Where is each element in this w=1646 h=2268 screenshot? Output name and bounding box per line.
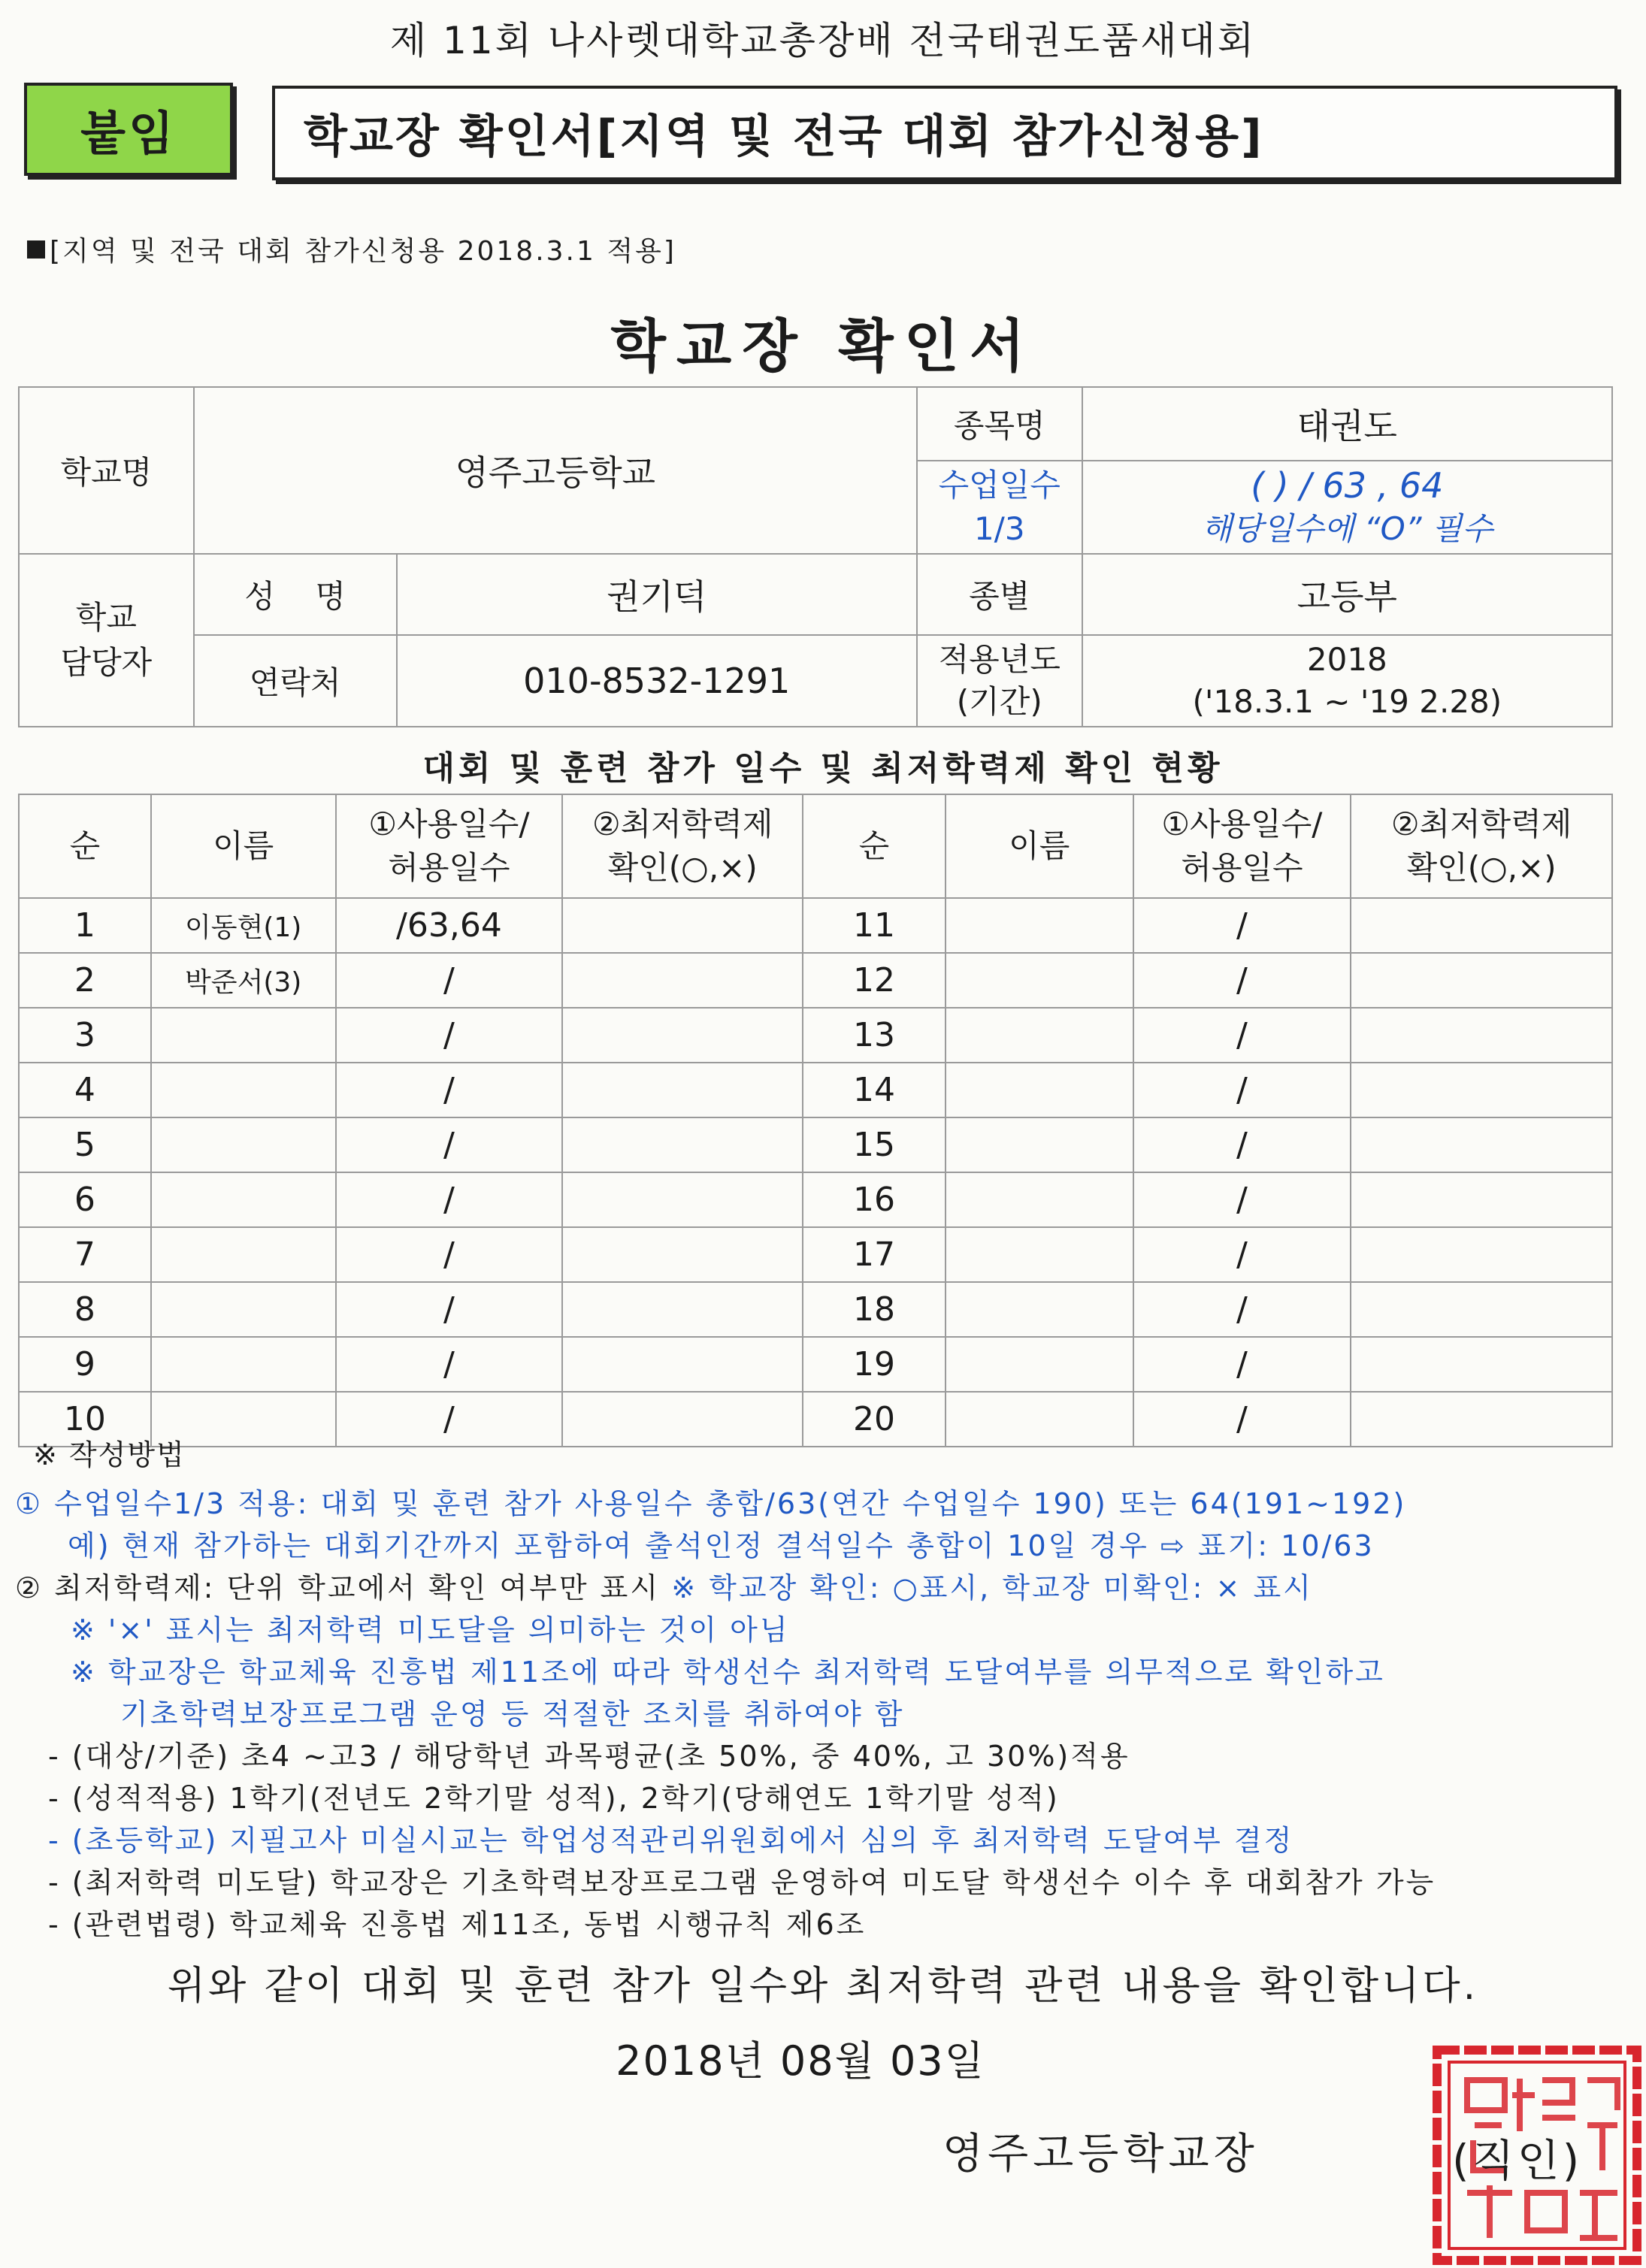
contact-value: 010-8532-1291 xyxy=(397,635,917,727)
row-name-right xyxy=(946,1282,1133,1337)
row-min xyxy=(562,953,803,1008)
name-label: 성 명 xyxy=(194,554,397,635)
class-days-label-line2: 1/3 xyxy=(973,510,1025,547)
event-title: 제 11회 나사렛대학교총장배 전국태권도품새대회 xyxy=(389,19,1257,62)
row-min xyxy=(562,898,803,953)
class-days-value xyxy=(1082,461,1612,554)
row-name xyxy=(151,1172,336,1227)
division-label: 종별 xyxy=(917,554,1082,635)
seal-label: (직인) xyxy=(1452,2135,1583,2186)
year-label xyxy=(917,635,1082,727)
row-days-right: / xyxy=(1133,953,1351,1008)
row-days: /63,64 xyxy=(336,898,563,953)
confirmation-statement: 위와 같이 대회 및 훈련 참가 일수와 최저학력 관련 내용을 확인합니다. xyxy=(167,1964,1479,2009)
table-row xyxy=(19,1063,1612,1117)
row-name-right xyxy=(946,1117,1133,1172)
row-no: 6 xyxy=(19,1172,151,1227)
row-no-right: 11 xyxy=(803,898,946,953)
table-row xyxy=(19,1337,1612,1392)
school-value: 영주고등학교 xyxy=(194,387,917,554)
row-days-right: / xyxy=(1133,1008,1351,1063)
row-no-right: 16 xyxy=(803,1172,946,1227)
row-days-right: / xyxy=(1133,1337,1351,1392)
row-days: / xyxy=(336,1392,563,1447)
year-value xyxy=(1082,635,1612,727)
row-min xyxy=(562,1337,803,1392)
header-no: 순 xyxy=(19,794,151,898)
row-min xyxy=(562,1282,803,1337)
class-days-label xyxy=(917,461,1082,554)
section-title: 대회 및 훈련 참가 일수 및 최저학력제 확인 현황 xyxy=(422,749,1224,788)
method-line-3-text: ② 최저학력제: 단위 학교에서 확인 여부만 표시 xyxy=(15,1571,661,1604)
header-days-line1: ①사용일수/ xyxy=(368,806,530,842)
method-line-4: ※ '×' 표시는 최저학력 미도달을 의미하는 것이 아님 xyxy=(71,1613,790,1647)
table-row xyxy=(19,1392,1612,1447)
manager-label xyxy=(19,554,194,727)
table-row xyxy=(19,1282,1612,1337)
method-line-8: - (성적적용) 1학기(전년도 2학기말 성적), 2학기(당해연도 1학기말 성적) xyxy=(48,1782,1060,1815)
row-name xyxy=(151,1008,336,1063)
header-min-right-line2: 확인(○,×) xyxy=(1406,849,1557,886)
row-days-right: / xyxy=(1133,1282,1351,1337)
manager-label-line1: 학교 xyxy=(75,599,137,636)
row-days-right: / xyxy=(1133,1392,1351,1447)
row-name-right xyxy=(946,1008,1133,1063)
row-name xyxy=(151,1063,336,1117)
header-min-line2: 확인(○,×) xyxy=(607,849,758,886)
row-no: 10 xyxy=(19,1392,151,1447)
row-name: 이동현(1) xyxy=(151,898,336,953)
header-no-right: 순 xyxy=(803,794,946,898)
issue-date: 2018년 08월 03일 xyxy=(616,2037,985,2085)
row-name-right xyxy=(946,1063,1133,1117)
row-days-right: / xyxy=(1133,1227,1351,1282)
row-min-right xyxy=(1351,1392,1612,1447)
row-no-right: 12 xyxy=(803,953,946,1008)
row-no-right: 19 xyxy=(803,1337,946,1392)
header-days-right xyxy=(1133,794,1351,898)
row-days-right: / xyxy=(1133,1063,1351,1117)
method-line-1: ① 수업일수1/3 적용: 대회 및 훈련 참가 사용일수 총합/63(연간 수업일수 190) 또는 64(191~192) xyxy=(15,1487,1407,1520)
row-name xyxy=(151,1227,336,1282)
row-days: / xyxy=(336,1337,563,1392)
header-name-right: 이름 xyxy=(946,794,1133,898)
row-no-right: 14 xyxy=(803,1063,946,1117)
header-min-right-line1: ②최저학력제 xyxy=(1390,806,1572,842)
participation-table xyxy=(18,794,1613,1447)
header-days xyxy=(336,794,563,898)
row-no: 9 xyxy=(19,1337,151,1392)
square-bullet-icon xyxy=(27,240,45,259)
row-no-right: 17 xyxy=(803,1227,946,1282)
method-line-2: 예) 현재 참가하는 대회기간까지 포함하여 출석인정 결석일수 총합이 10일 경우 ⇨ 표기: 10/63 xyxy=(68,1529,1375,1562)
contact-label: 연락처 xyxy=(194,635,397,727)
year-label-line1: 적용년도 xyxy=(938,641,1061,678)
row-name-right xyxy=(946,898,1133,953)
method-line-3 xyxy=(15,1565,1313,1606)
method-line-10: - (최저학력 미도달) 학교장은 기초학력보장프로그램 운영하여 미도달 학생선수 이수 후 대회참가 가능 xyxy=(48,1866,1436,1899)
method-title: ※ 작성방법 xyxy=(33,1438,186,1471)
row-min-right xyxy=(1351,1227,1612,1282)
principal-name: 영주고등학교장 xyxy=(943,2130,1259,2179)
row-no: 4 xyxy=(19,1063,151,1117)
year-label-line2: (기간) xyxy=(956,683,1042,720)
row-no: 1 xyxy=(19,898,151,953)
row-days-right: / xyxy=(1133,1117,1351,1172)
row-no: 7 xyxy=(19,1227,151,1282)
class-days-label-line1: 수업일수 xyxy=(938,467,1061,503)
row-no: 8 xyxy=(19,1282,151,1337)
header-days-line2: 허용일수 xyxy=(388,849,510,886)
year-value-line2: ('18.3.1 ~ '19 2.28) xyxy=(1192,683,1502,720)
document-title: 학교장 확인서 xyxy=(610,313,1036,380)
row-days: / xyxy=(336,953,563,1008)
sport-label: 종목명 xyxy=(917,387,1082,461)
method-line-3-blue: ※ 학교장 확인: ○표시, 학교장 미확인: × 표시 xyxy=(671,1571,1313,1604)
row-name xyxy=(151,1282,336,1337)
row-name-right xyxy=(946,1172,1133,1227)
row-no: 5 xyxy=(19,1117,151,1172)
table-row xyxy=(19,1117,1612,1172)
row-days: / xyxy=(336,1008,563,1063)
row-min-right xyxy=(1351,953,1612,1008)
row-name xyxy=(151,1337,336,1392)
division-value: 고등부 xyxy=(1082,554,1612,635)
row-name-right xyxy=(946,1337,1133,1392)
applied-note xyxy=(27,230,676,268)
method-line-5: ※ 학교장은 학교체육 진흥법 제11조에 따라 학생선수 최저학력 도달여부를 의무적으로 확인하고 xyxy=(71,1656,1385,1689)
school-label: 학교명 xyxy=(19,387,194,554)
row-no-right: 15 xyxy=(803,1117,946,1172)
row-min-right xyxy=(1351,1282,1612,1337)
row-days: / xyxy=(336,1282,563,1337)
header-days-right-line2: 허용일수 xyxy=(1181,849,1303,886)
table-row xyxy=(19,898,1612,953)
name-value: 권기덕 xyxy=(397,554,917,635)
row-no-right: 13 xyxy=(803,1008,946,1063)
class-days-value-line1: ( ) / 63 , 64 xyxy=(1251,465,1444,506)
row-days: / xyxy=(336,1063,563,1117)
row-min xyxy=(562,1008,803,1063)
attachment-badge: 붙임 xyxy=(24,83,233,176)
row-min-right xyxy=(1351,898,1612,953)
row-name: 박준서(3) xyxy=(151,953,336,1008)
class-days-value-line2: 해당일수에 “O” 필수 xyxy=(1201,510,1493,547)
row-min-right xyxy=(1351,1172,1612,1227)
header-min-academic xyxy=(562,794,803,898)
row-no: 2 xyxy=(19,953,151,1008)
table-row xyxy=(19,1227,1612,1282)
method-line-7: - (대상/기준) 초4 ~고3 / 해당학년 과목평균(초 50%, 중 40%, 고 30%)적용 xyxy=(48,1740,1130,1773)
row-days: / xyxy=(336,1172,563,1227)
row-min xyxy=(562,1172,803,1227)
table-header-row xyxy=(19,794,1612,898)
row-min xyxy=(562,1392,803,1447)
row-no-right: 18 xyxy=(803,1282,946,1337)
header-days-right-line1: ①사용일수/ xyxy=(1161,806,1323,842)
row-no: 3 xyxy=(19,1008,151,1063)
year-value-line1: 2018 xyxy=(1306,641,1387,678)
method-line-9: - (초등학교) 지필고사 미실시교는 학업성적관리위원회에서 심의 후 최저학력 도달여부 결정 xyxy=(48,1824,1294,1857)
row-name-right xyxy=(946,1392,1133,1447)
sport-value: 태권도 xyxy=(1082,387,1612,461)
row-days: / xyxy=(336,1227,563,1282)
method-line-11: - (관련법령) 학교체육 진흥법 제11조, 동법 시행규칙 제6조 xyxy=(48,1908,867,1941)
applied-note-text: [지역 및 전국 대회 참가신청용 2018.3.1 적용] xyxy=(50,236,676,267)
row-min-right xyxy=(1351,1008,1612,1063)
row-days-right: / xyxy=(1133,898,1351,953)
row-name-right xyxy=(946,1227,1133,1282)
info-table xyxy=(18,386,1613,727)
row-min-right xyxy=(1351,1063,1612,1117)
row-min-right xyxy=(1351,1117,1612,1172)
row-days: / xyxy=(336,1117,563,1172)
row-name xyxy=(151,1117,336,1172)
table-row xyxy=(19,1172,1612,1227)
table-row xyxy=(19,1008,1612,1063)
manager-label-line2: 담당자 xyxy=(60,644,153,681)
row-no-right: 20 xyxy=(803,1392,946,1447)
header-min-line1: ②최저학력제 xyxy=(592,806,773,842)
row-name-right xyxy=(946,953,1133,1008)
row-min-right xyxy=(1351,1337,1612,1392)
header-min-academic-right xyxy=(1351,794,1612,898)
row-min xyxy=(562,1117,803,1172)
method-line-6: 기초학력보장프로그램 운영 등 적절한 조치를 취하여야 함 xyxy=(120,1698,905,1731)
banner-title: 학교장 확인서[지역 및 전국 대회 참가신청용] xyxy=(272,86,1617,180)
row-min xyxy=(562,1063,803,1117)
table-row xyxy=(19,953,1612,1008)
row-days-right: / xyxy=(1133,1172,1351,1227)
header-name: 이름 xyxy=(151,794,336,898)
row-min xyxy=(562,1227,803,1282)
